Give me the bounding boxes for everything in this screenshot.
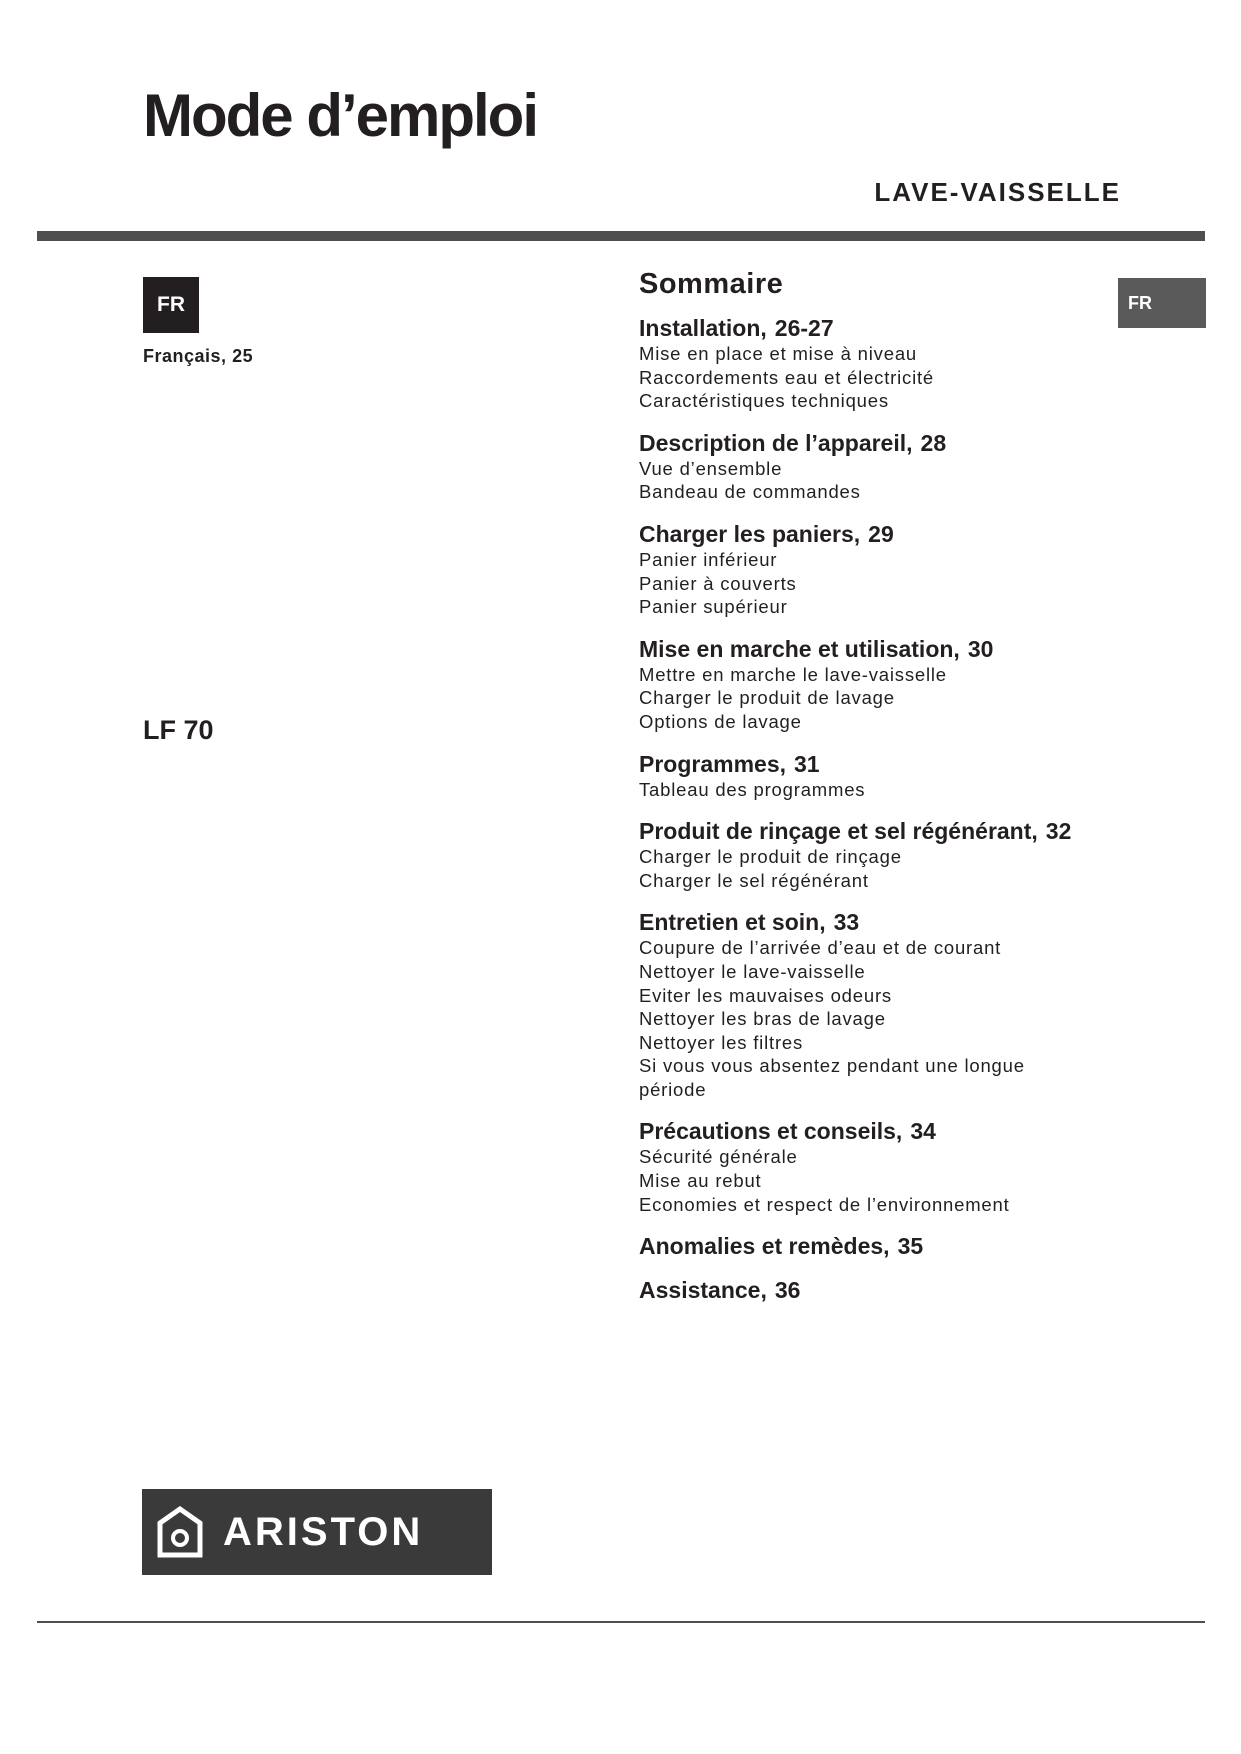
toc-section-title	[639, 1117, 1109, 1145]
document-title: Mode d’emploi	[143, 82, 537, 149]
toc-section	[639, 908, 1109, 1101]
toc-heading: Sommaire	[639, 268, 784, 300]
toc-subitem: Nettoyer le lave-vaisselle	[639, 960, 866, 982]
toc-subitem: Panier à couverts	[639, 572, 797, 594]
toc-section-title	[639, 750, 1109, 778]
toc-section	[639, 1276, 1109, 1304]
toc-section-page: 29	[868, 520, 894, 547]
toc-section	[639, 1117, 1109, 1216]
toc-subitem: Charger le produit de lavage	[639, 687, 895, 709]
toc-section	[639, 1232, 1109, 1260]
toc-subitem: Options de lavage	[639, 710, 802, 732]
toc-section-title	[639, 314, 1109, 342]
language-label: Français,	[143, 346, 227, 366]
toc-section	[639, 520, 1109, 619]
toc-section-page: 32	[1045, 818, 1072, 845]
toc-section-label: Précautions et conseils,	[639, 1118, 903, 1145]
toc-section-label: Entretien et soin,	[639, 909, 826, 936]
toc-subitem: Si vous vous absentez pendant une longue	[639, 1055, 1025, 1077]
toc-subitem: Eviter les mauvaises odeurs	[639, 984, 892, 1006]
toc-section-page: 35	[897, 1233, 924, 1260]
toc-sections	[639, 314, 1109, 1304]
table-of-contents	[639, 270, 1109, 1320]
toc-section	[639, 429, 1109, 504]
toc-section-page: 28	[920, 429, 947, 456]
toc-section	[639, 635, 1109, 734]
toc-subitem: Bandeau de commandes	[639, 481, 861, 503]
toc-section-title	[639, 817, 1109, 845]
toc-section	[639, 817, 1109, 892]
toc-subitem: Panier inférieur	[639, 548, 778, 570]
toc-subitem: Nettoyer les bras de lavage	[639, 1008, 886, 1030]
toc-subitem: Economies et respect de l’environnement	[639, 1193, 1010, 1215]
toc-subitem: Panier supérieur	[639, 596, 788, 618]
toc-section-label: Description de l’appareil,	[639, 429, 913, 456]
toc-section-label: Programmes,	[639, 750, 787, 777]
language-page: 25	[232, 346, 254, 366]
toc-subitem: Mettre en marche le lave-vaisselle	[639, 663, 947, 685]
language-page-reference	[143, 346, 253, 367]
toc-subitem: Coupure de l’arrivée d’eau et de courant	[639, 937, 1002, 959]
toc-section-page: 30	[967, 635, 994, 662]
brand-name: ARISTON	[223, 1509, 424, 1554]
toc-subitem: Sécurité générale	[639, 1146, 798, 1168]
toc-subitem: Raccordements eau et électricité	[639, 366, 935, 388]
toc-section-title	[639, 429, 1109, 457]
toc-section-title	[639, 635, 1109, 663]
toc-subitem: Nettoyer les filtres	[639, 1031, 804, 1053]
toc-section-page: 34	[910, 1118, 936, 1145]
toc-section-page: 31	[794, 750, 820, 777]
toc-section-title	[639, 1276, 1109, 1304]
language-side-tab: FR	[1118, 278, 1206, 328]
toc-section-label: Anomalies et remèdes,	[639, 1233, 890, 1260]
toc-section-title	[639, 908, 1109, 936]
brand-logo	[142, 1489, 492, 1575]
toc-section	[639, 314, 1109, 413]
toc-section-label: Mise en marche et utilisation,	[639, 635, 960, 662]
toc-section-page: 33	[833, 909, 860, 936]
toc-section-label: Installation,	[639, 315, 767, 341]
toc-section-page: 36	[774, 1277, 801, 1304]
toc-subitem: Charger le produit de rinçage	[639, 846, 902, 868]
toc-section-label: Produit de rinçage et sel régénérant,	[639, 818, 1038, 845]
toc-subitem: Caractéristiques techniques	[639, 390, 889, 412]
toc-section	[639, 750, 1109, 802]
top-divider	[37, 231, 1205, 241]
toc-subitem: Vue d’ensemble	[639, 457, 783, 479]
toc-subitem: Tableau des programmes	[639, 778, 866, 800]
toc-section-title	[639, 520, 1109, 548]
toc-section-label: Assistance,	[639, 1277, 767, 1304]
bottom-divider	[37, 1621, 1205, 1623]
toc-section-page: 26-27	[774, 315, 834, 341]
language-badge: FR	[143, 277, 199, 333]
document-subtitle: LAVE-VAISSELLE	[874, 177, 1121, 207]
house-icon	[157, 1506, 203, 1558]
toc-subitem: Charger le sel régénérant	[639, 869, 869, 891]
toc-section-label: Charger les paniers,	[639, 520, 861, 547]
toc-section-title	[639, 1232, 1109, 1260]
model-number: LF 70	[143, 715, 214, 745]
toc-subitem: Mise au rebut	[639, 1170, 762, 1192]
toc-subitem: période	[639, 1078, 707, 1100]
toc-subitem: Mise en place et mise à niveau	[639, 343, 917, 364]
